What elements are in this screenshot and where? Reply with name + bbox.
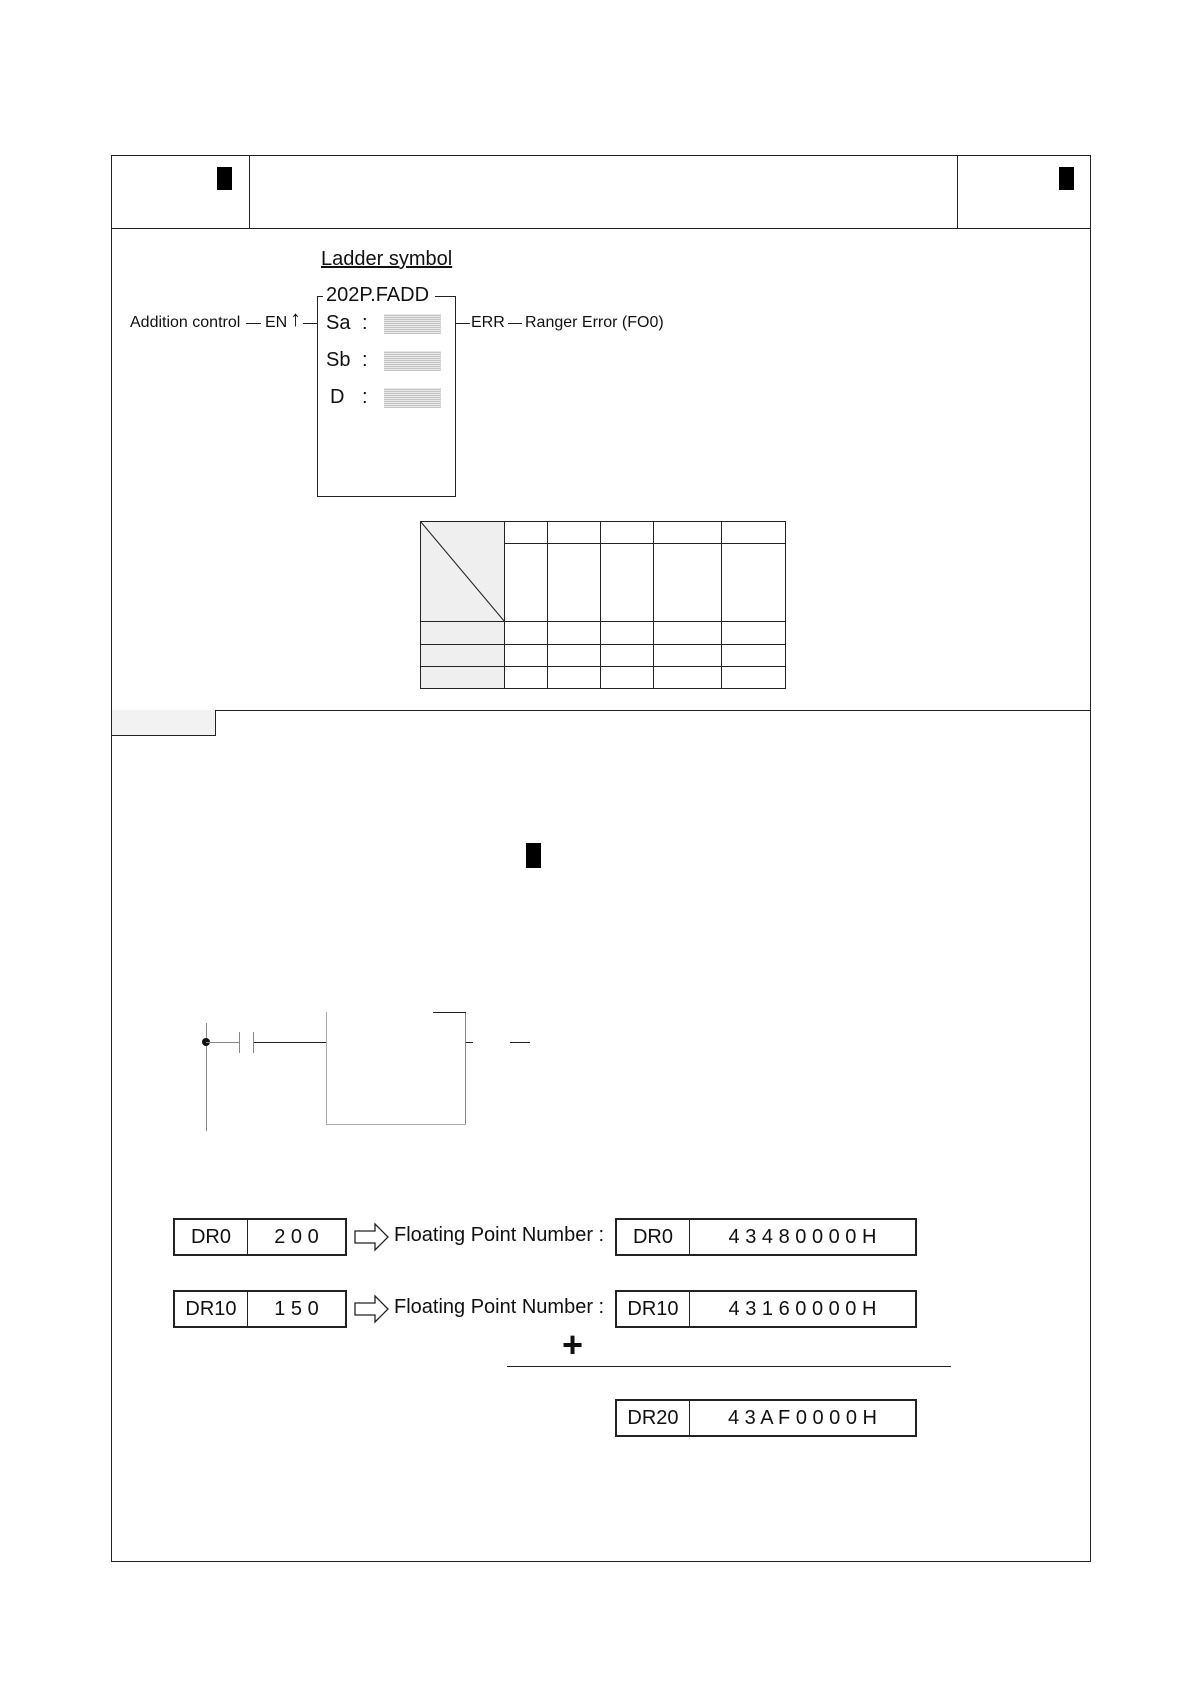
operand-d-field [384,388,441,408]
err-dash [508,323,522,324]
operand-sb: Sb [326,349,351,371]
addition-control-label: Addition control [130,314,241,331]
instruction-name: 202P.FADD [326,284,430,306]
rising-edge-arrow-icon: ↑ [290,306,301,331]
operand-d: D [330,386,345,408]
plus-sign: + [562,1324,584,1365]
result-register-dr20 [615,1399,917,1437]
source-register-dr10 [173,1290,347,1328]
register-value: 1 5 0 [274,1297,319,1320]
inline-marker [526,843,541,868]
err-connector [456,323,470,324]
register-name: DR10 [627,1297,679,1320]
header-marker-right [1059,167,1074,190]
register-name: DR20 [627,1406,679,1429]
register-value: 2 0 0 [274,1225,319,1248]
arrow-right-icon [354,1294,390,1324]
operand-sa: Sa [326,312,351,334]
en-label: EN [265,314,288,331]
err-label: ERR [471,314,505,331]
float-register-dr0 [615,1218,917,1256]
floating-point-label-2: Floating Point Number : [394,1296,605,1318]
floating-point-label-1: Floating Point Number : [394,1224,605,1246]
arrow-right-icon [354,1222,390,1252]
operand-sb-field [384,351,441,371]
register-value: 4 3 A F 0 0 0 0 H [728,1406,877,1429]
operand-d-colon: : [362,386,368,408]
ladder-symbol-heading: Ladder symbol [321,248,453,270]
section-tab [111,710,216,736]
sum-line [507,1366,951,1367]
register-name: DR10 [185,1297,237,1320]
operand-sa-colon: : [362,312,368,334]
float-register-dr10 [615,1290,917,1328]
register-value: 4 3 4 8 0 0 0 0 H [728,1225,877,1248]
operand-sb-colon: : [362,349,368,371]
header-marker-left [217,167,232,190]
operand-sa-field [384,314,441,334]
register-value: 4 3 1 6 0 0 0 0 H [728,1297,877,1320]
source-register-dr0 [173,1218,347,1256]
input-dash [246,323,261,324]
register-name: DR0 [632,1225,673,1248]
register-name: DR0 [190,1225,231,1248]
en-connector [303,323,317,324]
ranger-error-label: Ranger Error (FO0) [525,314,664,331]
operand-table-grid [420,521,786,689]
